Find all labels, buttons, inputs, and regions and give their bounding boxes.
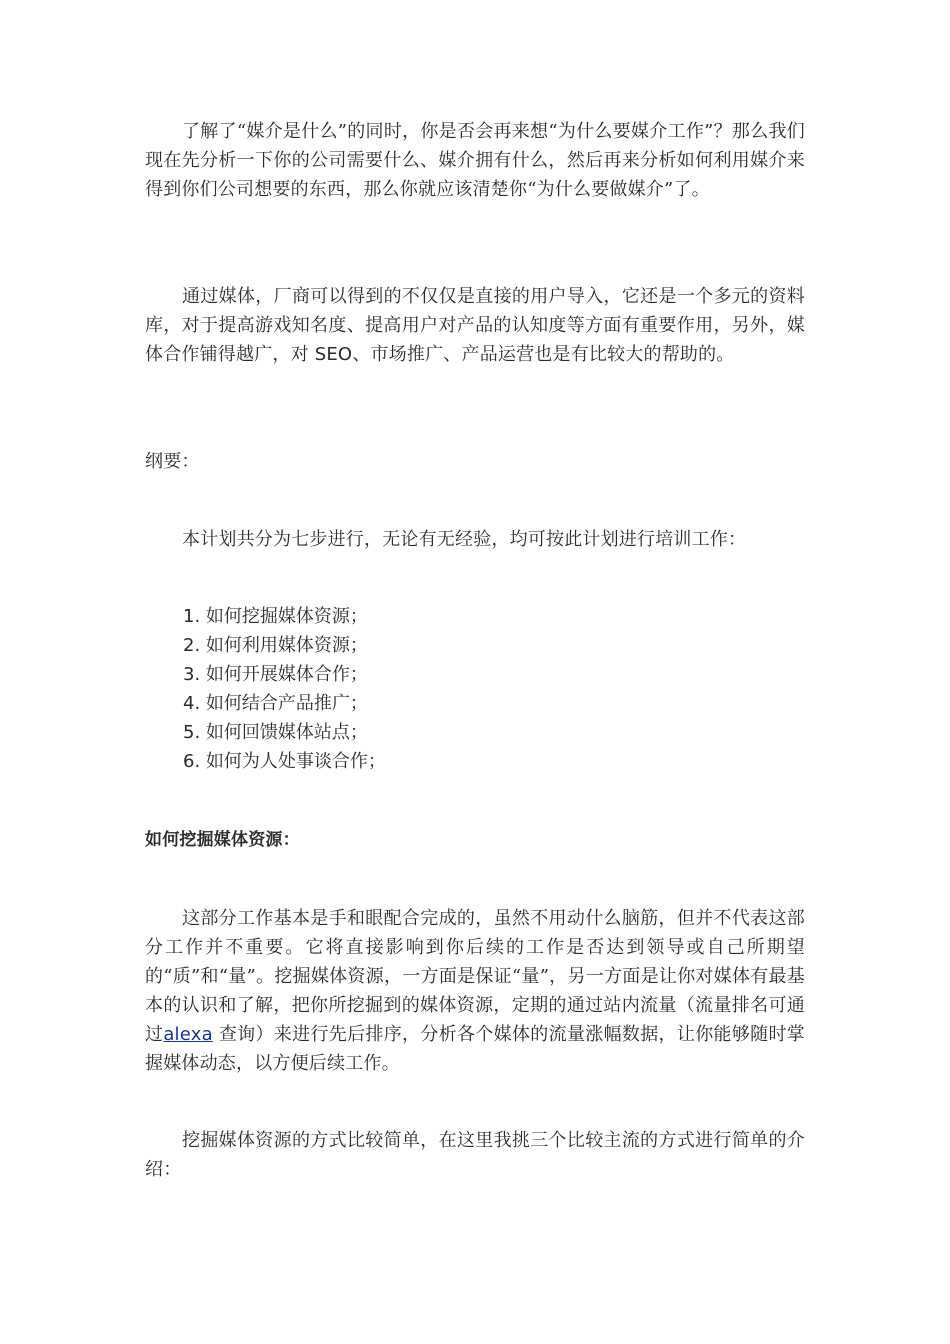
seo-term: SEO bbox=[314, 344, 353, 365]
list-item bbox=[183, 747, 386, 776]
intro-paragraph-1 bbox=[145, 117, 805, 204]
list-item-number: 2. bbox=[183, 635, 201, 656]
outline-plan-text: 本计划共分为七步进行，无论有无经验，均可按此计划进行培训工作： bbox=[182, 529, 747, 550]
section-paragraph-1-text-a: 这部分工作基本是手和眼配合完成的，虽然不用动什么脑筋，但并不代表这部分工作并不重要。它将直接影响到你后续的工作是否达到领导或自己所期望的“质”和“量”。挖掘媒体资源，一方面是保证“量”，另一方面是让你对媒体有最基本的认识和了解，把你所挖掘到的媒体资源，定期的通过站内流量（流量排名可通过 bbox=[145, 908, 805, 1045]
intro-paragraph-2-text-a: 通过媒体，厂商可以得到的不仅仅是直接的用户导入，它还是一个多元的资料库，对于提高游戏知名度、提高用户对产品的认知度等方面有重要作用，另外，媒体合作铺得越广，对 bbox=[145, 286, 805, 365]
intro-paragraph-1-text: 了解了“媒介是什么”的同时，你是否会再来想“为什么要媒介工作”？那么我们现在先分析一下你的公司需要什么、媒介拥有什么，然后再来分析如何利用媒介来得到你们公司想要的东西，那么你就应该清楚你“为什么要做媒介”了。 bbox=[145, 121, 805, 200]
list-item-number: 1. bbox=[183, 606, 201, 627]
list-item-number: 6. bbox=[183, 751, 201, 772]
outline-label: 纲要： bbox=[145, 451, 200, 472]
list-item-number: 3. bbox=[183, 664, 201, 685]
list-item-text: 如何开展媒体合作； bbox=[200, 664, 368, 685]
list-item bbox=[183, 689, 386, 718]
list-item-number: 5. bbox=[183, 722, 201, 743]
list-item bbox=[183, 602, 386, 631]
list-item bbox=[183, 718, 386, 747]
list-item-text: 如何挖掘媒体资源； bbox=[200, 606, 368, 627]
section-paragraph-1-text-b: 查询）来进行先后排序，分析各个媒体的流量涨幅数据，让你能够随时掌握媒体动态，以方便后续工作。 bbox=[145, 1024, 805, 1074]
list-item-text: 如何回馈媒体站点； bbox=[200, 722, 368, 743]
intro-paragraph-2-text-b: 、市场推广、产品运营也是有比较大的帮助的。 bbox=[352, 344, 735, 365]
list-item-text: 如何结合产品推广； bbox=[200, 693, 368, 714]
alexa-link[interactable]: alexa bbox=[163, 1024, 213, 1045]
list-item bbox=[183, 660, 386, 689]
section-heading: 如何挖掘媒体资源： bbox=[145, 830, 300, 850]
outline-list bbox=[183, 602, 386, 776]
section-paragraph-2: 挖掘媒体资源的方式比较简单，在这里我挑三个比较主流的方式进行简单的介绍： bbox=[145, 1130, 805, 1180]
list-item-text: 如何利用媒体资源； bbox=[200, 635, 368, 656]
list-item-number: 4. bbox=[183, 693, 201, 714]
list-item bbox=[183, 631, 386, 660]
section-paragraph-1 bbox=[145, 904, 805, 1078]
intro-paragraph-2 bbox=[145, 282, 805, 369]
list-item-text: 如何为人处事谈合作； bbox=[200, 751, 386, 772]
